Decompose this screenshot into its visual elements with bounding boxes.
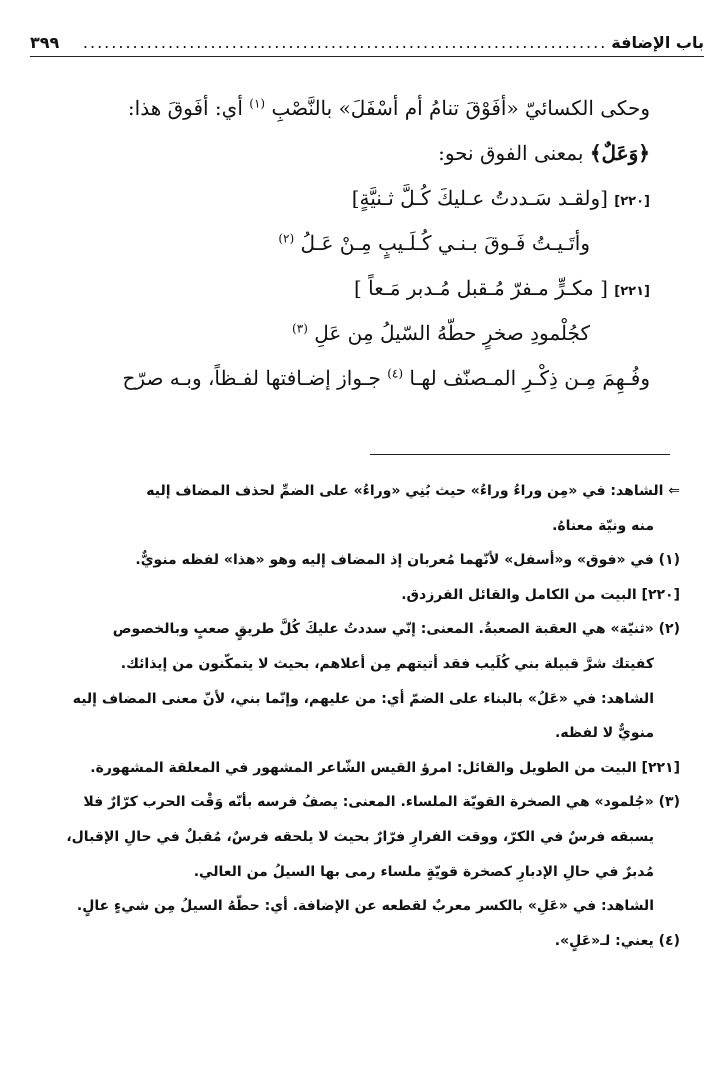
footnote-1: (١) في «فوق» و«أسفل» لأنّهما مُعربان إذ المضاف إليه وهو «هذا» لفظه منويٌّ.: [135, 552, 680, 569]
chapter-title: باب الإضافة: [611, 33, 704, 52]
verse-line: [60, 311, 650, 356]
footnote-line: كفيتك شرَّ قبيلة بني كُلَيب فقد أتيتهم مِن أعلاهم، بحيث لا يتمكّنون من إيذائك.: [120, 655, 654, 672]
text-line: [60, 356, 650, 401]
text-span: جـواز إضـافتها لفـظاً، وبـه صرّح: [122, 366, 381, 390]
arrow-icon: ⇐: [668, 483, 680, 499]
verse-hemistich: [ مكـرٍّ مـفرّ مُـقبل مُـدبر مَـعاً ]: [353, 276, 608, 300]
term-wal: ﴿وَعَلٌ﴾: [589, 141, 650, 165]
verse-line: [60, 266, 650, 311]
footnote-line: [36, 474, 680, 509]
footnote-ref[interactable]: (٤): [387, 366, 404, 381]
footnote-line: منه ونيّة معناهُ.: [552, 517, 654, 534]
footnote-3: (٣) «جُلمود» هي الصخرة القويّة الملساء. المعنى: يصفُ فرسه بأنّه وَقْت الحرب كرّارٌ فلا: [83, 794, 680, 811]
footnote-verse-221: [٢٢١] البيت من الطويل والقائل: امرؤ القيس الشّاعر المشهور في المعلقة المشهورة.: [90, 759, 680, 776]
text-span: بمعنى الفوق نحو:: [438, 141, 584, 165]
footnote-separator: [370, 454, 670, 455]
footnote-line: الشاهد: في «عَلِ» بالكسر معربٌ لقطعه عن الإضافة. أي: حطّهُ السيلُ مِن شيءٍ عالٍ.: [76, 898, 654, 915]
footnote-line: الشاهد: في «عَلُ» بالبناء على الضمّ أي: من عليهم، وإنّما بني، لأنّ معنى المضاف إليه: [72, 690, 654, 707]
verse-hemistich: [ولقـد سَـددتُ عـليكَ كُـلَّ ثـنيَّةٍ]: [351, 186, 608, 210]
footnotes: [36, 474, 680, 958]
footnote-line: مُدبرٌ في حالِ الإدبارِ كصخرة قويّةٍ ملساء رمى بها السيلُ من العالي.: [193, 863, 654, 880]
footnote-line: منويٌّ لا لفظه.: [555, 725, 654, 742]
verse-hemistich: وأتَـيـتُ فَـوقَ بـنـي كُـلَـيبٍ مِـنْ عَـلُ: [300, 231, 590, 255]
header-leader-dots: ..........................................................................: [82, 33, 608, 52]
verse-number: [٢٢١]: [614, 284, 650, 299]
text-span: وحكى الكسائيّ «أفَوْقَ تنامُ أم أسْفَلَ» بالنَّصْبِ: [271, 96, 650, 120]
footnote-ref[interactable]: (٣): [292, 321, 308, 336]
page-number: ٣٩٩: [30, 33, 60, 52]
text-span: وفُـهِمَ مِـن ذِكْـرِ المـصنّف لهـا: [409, 366, 650, 390]
verse-line: [60, 221, 650, 266]
main-text: [60, 86, 650, 401]
text-line: [60, 86, 650, 131]
footnote-line: يسبقه فرسٌ في الكرّ، ووقت الفرارِ فرّارٌ بحيث لا يلحقه فرسٌ، مُقبلٌ في حالِ الإقبال،: [66, 828, 654, 845]
verse-number: [٢٢٠]: [614, 194, 650, 209]
footnote-ref[interactable]: (٢): [278, 231, 295, 246]
footnote-verse-220: [٢٢٠] البيت من الكامل والقائل الفرزدق.: [401, 586, 680, 603]
footnote-4: (٤) يعني: لـ«عَلٍ».: [554, 932, 680, 949]
footnote-ref[interactable]: (١): [249, 96, 266, 111]
running-header: [30, 28, 704, 57]
verse-line: [60, 176, 650, 221]
text-span: أي: أفَوقَ هذا:: [127, 96, 243, 120]
verse-hemistich: كجُلْمودِ صخرٍ حطّهُ السّيلُ مِن عَلِ: [314, 321, 590, 345]
footnote-text: الشاهد: في «مِن وراءُ وراءُ» حيث بُنِي «وراءُ» على الضمِّ لحذف المضاف إليه: [146, 483, 664, 499]
text-line: [60, 131, 650, 176]
footnote-2: (٢) «ثنيّة» هي العقبة الصعبةُ. المعنى: إنّي سددتُ عليكَ كُلَّ طريقٍ صعبٍ وبالخصوص: [112, 621, 680, 638]
